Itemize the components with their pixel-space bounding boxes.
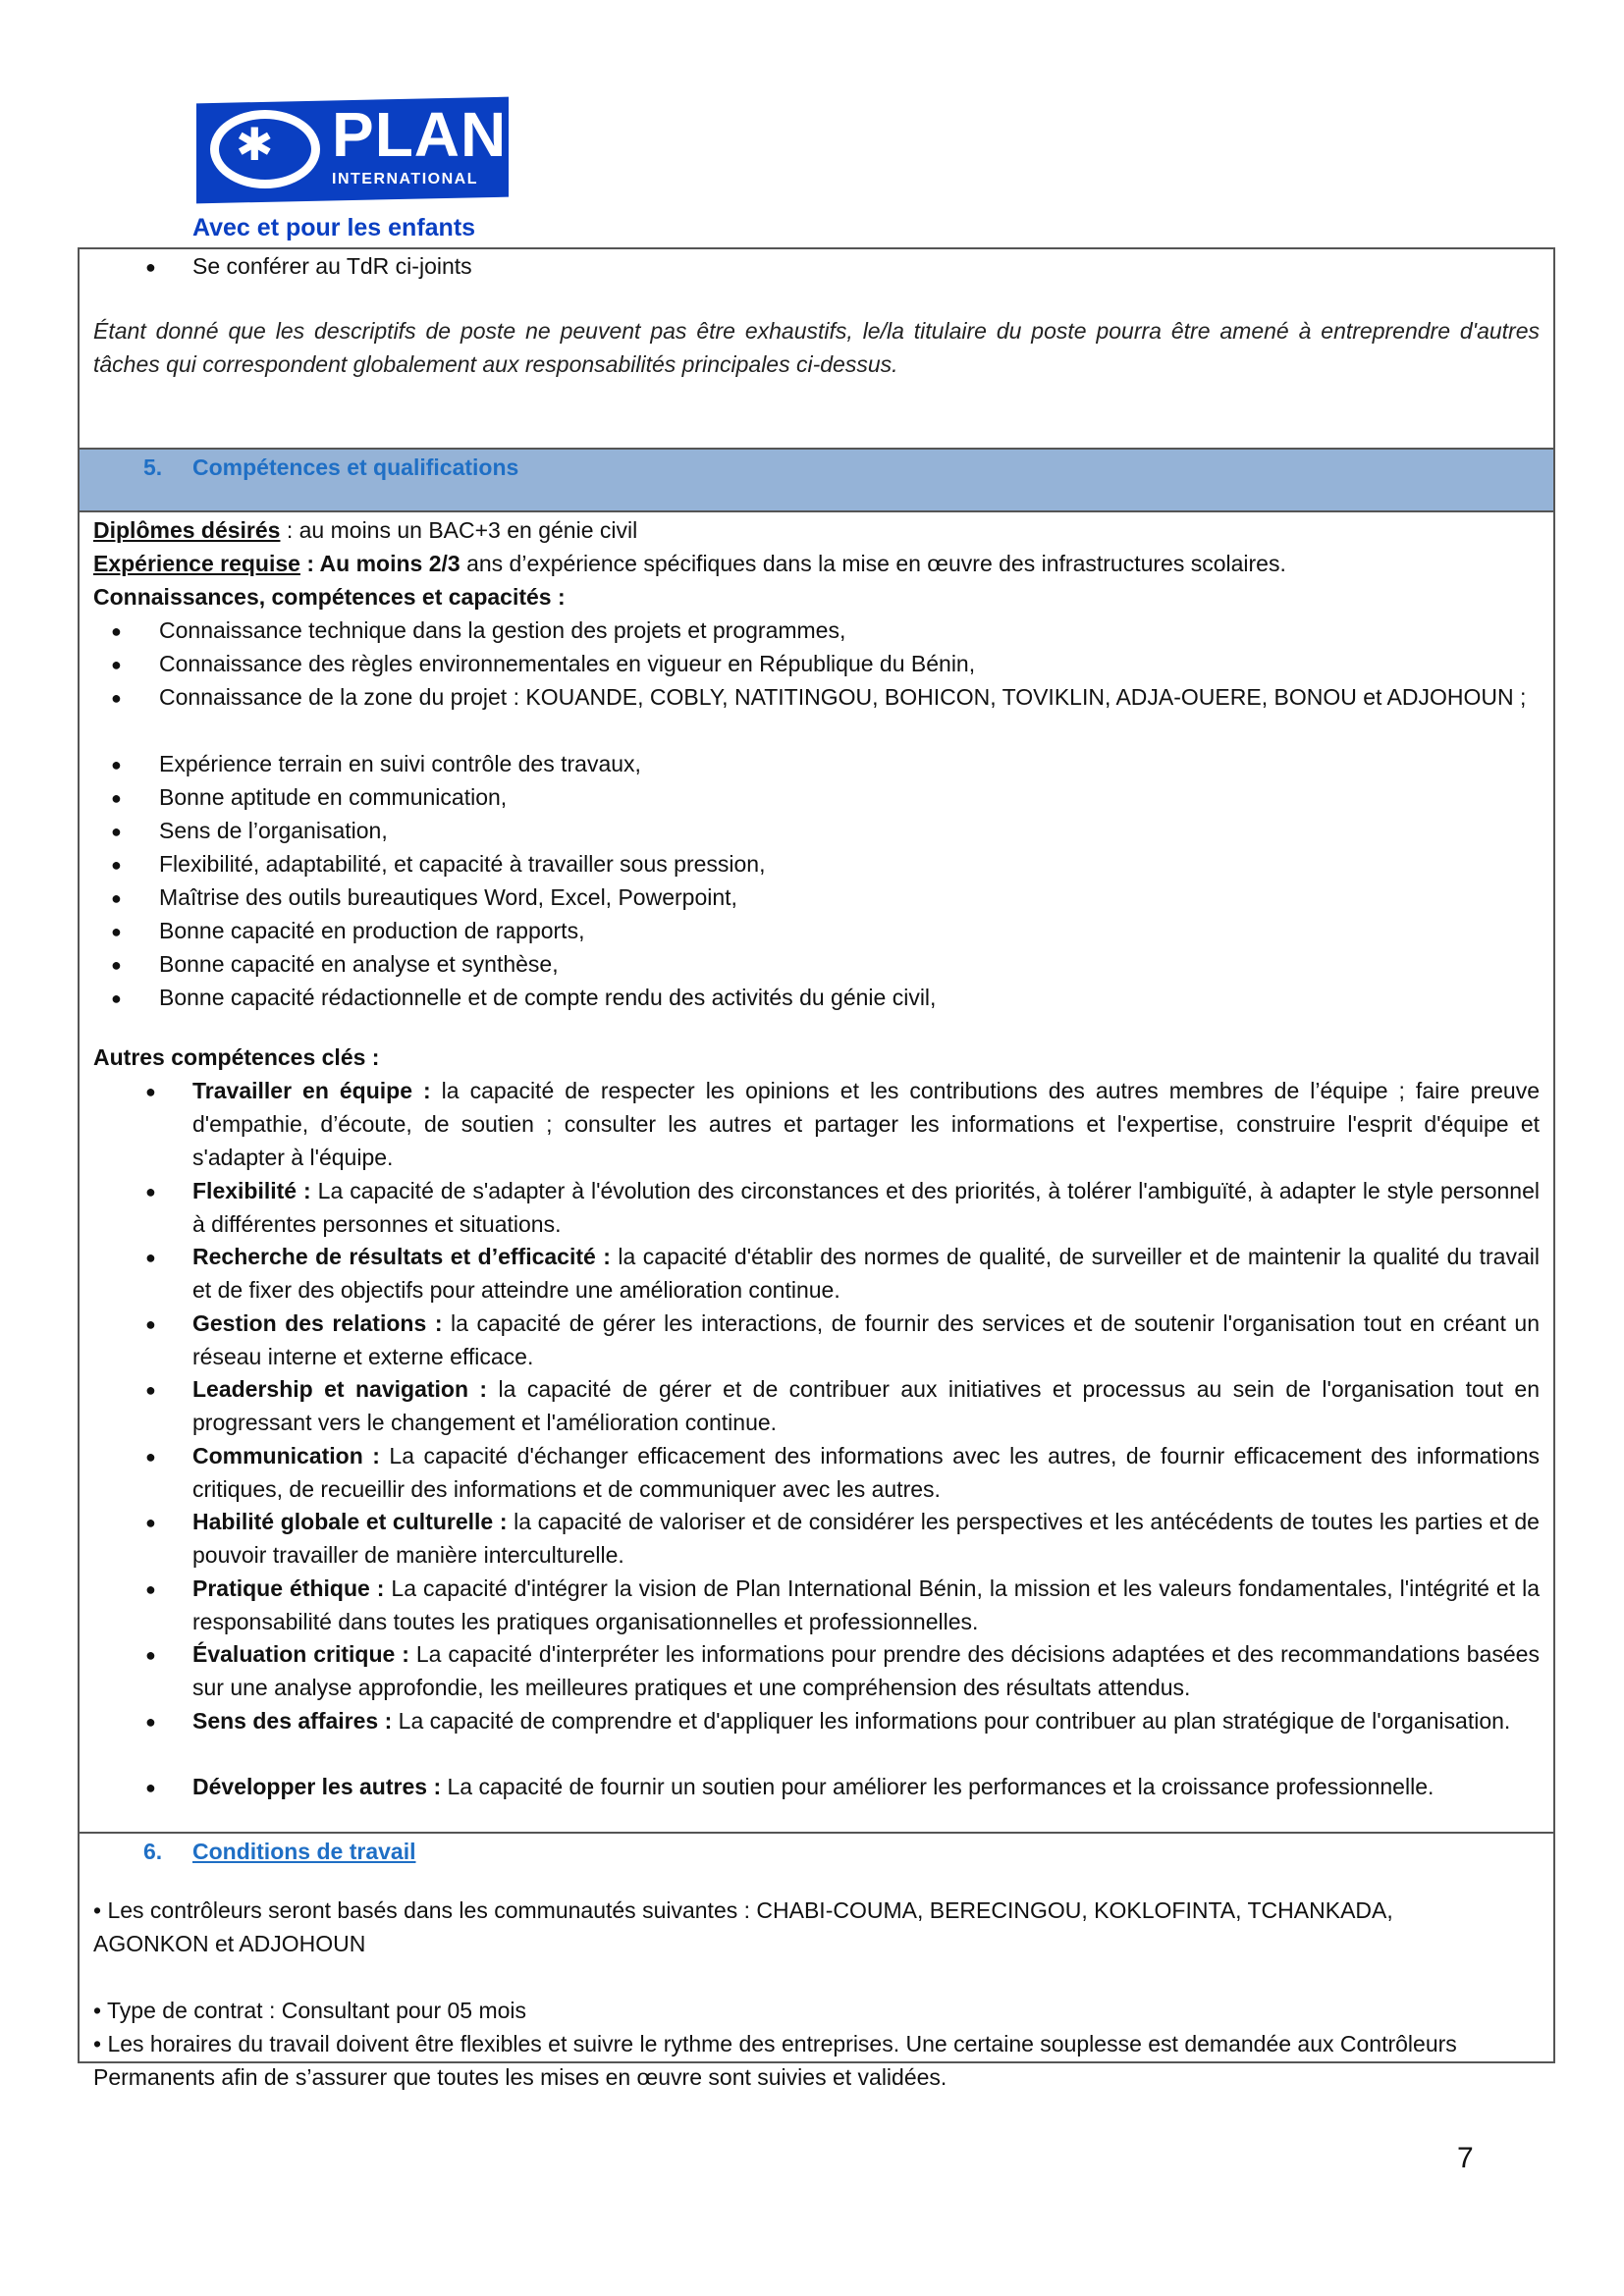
bullet-icon: ● (145, 1513, 156, 1532)
bullet-icon: ● (111, 855, 122, 875)
competency-text: La capacité de s'adapter à l'évolution des circonstances et des priorités, à tolérer l'ambiguïté, à adapter le style personnel à différentes personnes et situations. (192, 1178, 1540, 1237)
bullet-icon: ● (111, 988, 122, 1008)
bullet-icon: ● (111, 922, 122, 941)
bullet-icon: ● (145, 1248, 156, 1267)
competency-item (192, 1704, 1540, 1737)
section-6-title (143, 1835, 415, 1868)
competency-label: Sens des affaires : (192, 1708, 393, 1734)
logo-tagline: Avec et pour les enfants (192, 214, 476, 241)
section-5-title-text: Compétences et qualifications (192, 454, 519, 480)
competency-item (192, 1372, 1540, 1439)
bullet-icon: ● (145, 257, 156, 277)
knowledge-item: Flexibilité, adaptabilité, et capacité à travailler sous pression, (159, 851, 766, 877)
competency-label: Leadership et navigation : (192, 1376, 488, 1402)
competency-item (192, 1637, 1540, 1704)
bullet-icon: ● (111, 955, 122, 975)
competency-item (192, 1505, 1540, 1572)
child-figure-icon: ✱ (236, 119, 274, 170)
diplomes-line (93, 513, 637, 547)
bullet-icon: ● (145, 1314, 156, 1334)
competency-label: Travailler en équipe : (192, 1078, 431, 1103)
bullet-icon: ● (111, 822, 122, 841)
bullet-icon: ● (145, 1182, 156, 1201)
knowledge-item: Sens de l’organisation, (159, 818, 388, 843)
competency-text: La capacité d'interpréter les informations pour prendre des décisions adaptées et des recommandations basées sur une analyse approfondie, les meilleures pratiques et une compréhension des résultats attendus. (192, 1641, 1540, 1700)
experience-line (93, 547, 1286, 580)
bullet-icon: ● (145, 1778, 156, 1797)
competency-item (192, 1307, 1540, 1373)
competency-label: Communication : (192, 1443, 380, 1468)
competency-label: Recherche de résultats et d’efficacité : (192, 1244, 611, 1269)
experience-label: Expérience requise (93, 551, 300, 576)
intro-bullet: Se conférer au TdR ci-joints (192, 253, 472, 279)
experience-bold: : Au moins 2/3 (299, 551, 460, 576)
bullet-icon: ● (145, 1645, 156, 1665)
bullet-icon: ● (111, 655, 122, 674)
diplomes-label: Diplômes désirés (93, 517, 281, 543)
bullet-icon: ● (111, 688, 122, 708)
competency-text: la capacité de respecter les opinions et les contributions des autres membres de l’équipe ; faire preuve d'empathie, d’écoute, de soutien ; consulter les autres et partager les informations et l'expertise, construire l'esprit d'équipe et s'adapter à l'équipe. (192, 1078, 1540, 1170)
knowledge-item: Connaissance de la zone du projet : KOUANDE, COBLY, NATITINGOU, BOHICON, TOVIKLIN, ADJA-OUERE, BONOU et ADJOHOUN ; (159, 684, 1527, 710)
knowledge-item: Expérience terrain en suivi contrôle des travaux, (159, 751, 641, 776)
competency-label: Évaluation critique : (192, 1641, 409, 1667)
bullet-icon: ● (145, 1579, 156, 1599)
knowledge-item: Maîtrise des outils bureautiques Word, Excel, Powerpoint, (159, 884, 737, 910)
knowledge-item: Bonne capacité en production de rapports, (159, 918, 585, 943)
section-6-title-text: Conditions de travail (192, 1839, 416, 1864)
knowledge-item: Bonne aptitude en communication, (159, 784, 508, 810)
logo-subtitle: INTERNATIONAL (332, 171, 478, 187)
bullet-icon: ● (145, 1082, 156, 1101)
competency-label: Habilité globale et culturelle : (192, 1509, 508, 1534)
knowledge-heading: Connaissances, compétences et capacités : (93, 584, 566, 610)
logo-brand: PLAN (332, 99, 508, 170)
diplomes-value: : au moins un BAC+3 en génie civil (280, 517, 638, 543)
knowledge-item: Bonne capacité en analyse et synthèse, (159, 951, 559, 977)
bullet-icon: ● (111, 788, 122, 808)
bullet-icon: ● (145, 1712, 156, 1732)
bullet-icon: ● (111, 621, 122, 641)
competency-label: Pratique éthique : (192, 1575, 385, 1601)
competency-label: Développer les autres : (192, 1774, 442, 1799)
condition-item: • Les contrôleurs seront basés dans les communautés suivantes : CHABI-COUMA, BERECINGOU, KOKLOFINTA, TCHANKADA, AGONKON et ADJOHOUN (93, 1897, 1393, 1956)
competency-item (192, 1240, 1540, 1307)
intro-note: Étant donné que les descriptifs de poste ne peuvent pas être exhaustifs, le/la titulaire du poste pourra être amené à entreprendre d'autres tâches qui correspondent globalement aux responsabilités principales ci-dessus. (93, 318, 1540, 377)
competency-item (192, 1074, 1540, 1174)
competency-label: Gestion des relations : (192, 1310, 443, 1336)
competency-text: la capacité de gérer les interactions, de fournir des services et de soutenir l'organisation tout en créant un réseau interne et externe efficace. (192, 1310, 1540, 1369)
bullet-icon: ● (111, 888, 122, 908)
condition-item: • Les horaires du travail doivent être flexibles et suivre le rythme des entreprises. Une certaine souplesse est demandée aux Contrôleurs Permanents afin de s’assurer que toutes les mises en œuvre sont suivies et validées. (93, 2031, 1457, 2090)
competency-item (192, 1439, 1540, 1506)
section-5-number: 5. (143, 454, 163, 480)
competency-text: la capacité de valoriser et de considérer les perspectives et les antécédents de toutes les parties et de pouvoir travailler de manière interculturelle. (192, 1509, 1540, 1568)
knowledge-item: Bonne capacité rédactionnelle et de compte rendu des activités du génie civil, (159, 985, 937, 1010)
competency-item (192, 1770, 1540, 1803)
knowledge-item: Connaissance technique dans la gestion des projets et programmes, (159, 617, 846, 643)
bullet-icon: ● (111, 755, 122, 774)
condition-item: • Type de contrat : Consultant pour 05 mois (93, 1998, 527, 2023)
section-5-title (143, 451, 518, 484)
competency-text: la capacité de gérer et de contribuer aux initiatives et processus au sein de l'organisation tout en progressant vers le changement et l'amélioration continue. (192, 1376, 1540, 1435)
competency-item (192, 1174, 1540, 1241)
competency-text: la capacité d'établir des normes de qualité, de surveiller et de maintenir la qualité du travail et de fixer des objectifs pour atteindre une amélioration continue. (192, 1244, 1540, 1303)
experience-value: ans d’expérience spécifiques dans la mise en œuvre des infrastructures scolaires. (460, 551, 1286, 576)
competency-text: La capacité de comprendre et d'appliquer les informations pour contribuer au plan stratégique de l'organisation. (392, 1708, 1511, 1734)
page-number: 7 (1457, 2142, 1474, 2174)
knowledge-item: Connaissance des règles environnementales en vigueur en République du Bénin, (159, 651, 976, 676)
other-heading: Autres compétences clés : (93, 1044, 380, 1070)
competency-text: La capacité d'intégrer la vision de Plan International Bénin, la mission et les valeurs fondamentales, l'intégrité et la responsabilité dans toutes les pratiques organisationnelles et professionnelles. (192, 1575, 1540, 1634)
section-6-number: 6. (143, 1839, 163, 1864)
competency-item (192, 1572, 1540, 1638)
bullet-icon: ● (145, 1380, 156, 1400)
competency-text: La capacité de fournir un soutien pour améliorer les performances et la croissance professionnelle. (441, 1774, 1435, 1799)
competency-text: La capacité d'échanger efficacement des informations avec les autres, de fournir efficacement des informations critiques, de recueillir des informations et de communiquer avec les autres. (192, 1443, 1540, 1502)
plan-international-logo (185, 96, 518, 243)
competency-label: Flexibilité : (192, 1178, 311, 1203)
bullet-icon: ● (145, 1447, 156, 1467)
